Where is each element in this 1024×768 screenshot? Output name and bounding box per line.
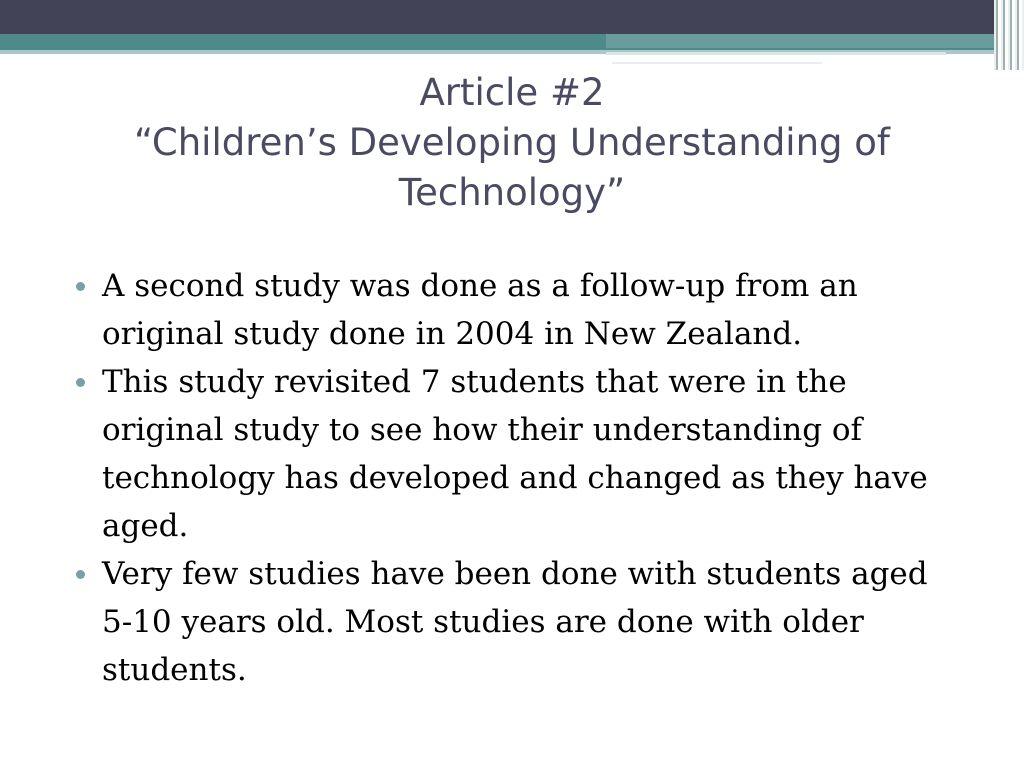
header-accent-line-thin bbox=[612, 62, 822, 64]
bullet-item bbox=[76, 262, 966, 358]
bullet-item bbox=[76, 550, 966, 694]
header-accent-line bbox=[606, 52, 946, 55]
title-line-2: “Children’s Developing Understanding of bbox=[134, 121, 890, 164]
title-line-3: Technology” bbox=[398, 171, 626, 214]
bullet-item bbox=[76, 358, 966, 550]
slide-title bbox=[60, 68, 964, 218]
bullet-text: This study revisited 7 students that were in the original study to see how their understanding of technology has developed and changed as they have aged. bbox=[102, 364, 928, 544]
bullet-marker bbox=[76, 570, 85, 579]
header-stripes bbox=[994, 0, 1024, 70]
header-band-accent bbox=[606, 34, 1024, 48]
bullet-marker bbox=[76, 378, 85, 387]
title-line-1: Article #2 bbox=[419, 71, 605, 114]
bullet-marker bbox=[76, 282, 85, 291]
bullet-text: A second study was done as a follow-up from an original study done in 2004 in New Zealand. bbox=[102, 268, 858, 352]
bullet-text: Very few studies have been done with students aged 5-10 years old. Most studies are done with older students. bbox=[102, 556, 928, 688]
header-band-dark bbox=[0, 0, 1024, 34]
bullet-list bbox=[76, 262, 966, 694]
